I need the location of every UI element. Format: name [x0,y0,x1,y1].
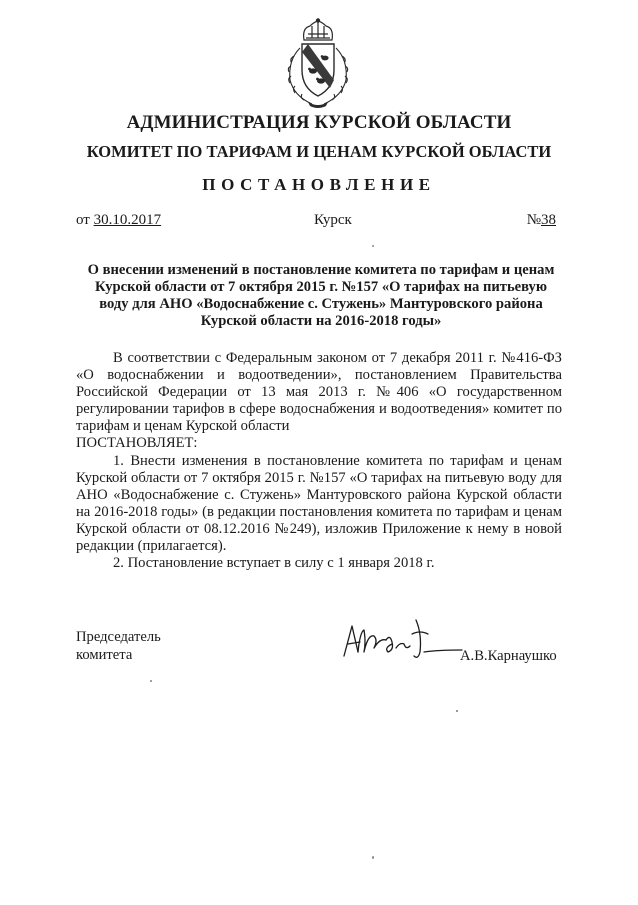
date-field [76,212,161,229]
document-body [76,350,562,572]
body-intro-paragraph: В соответствии с Федеральным законом от 7 декабря 2011 г. №416-ФЗ «О водоснабжении и водоотведении», постановлением Правительства Российской Федерации от 13 мая 2013 г. №406 «О государственном регулировании тарифов в сфере водоснабжения и водоотведения» комитет по тарифам и ценам Курской области [76,350,562,435]
date-prefix: от [76,212,94,228]
scan-speck [372,245,374,247]
document-meta-row [76,212,556,232]
signatory-position [76,628,161,664]
document-city: Курск [314,212,352,228]
title-line: О внесении изменений в постановление комитета по тарифам и ценам [87,262,555,278]
number-prefix: № [526,212,541,228]
scan-speck [372,856,374,859]
document-subject-title [66,262,576,330]
coat-of-arms-emblem [278,18,358,110]
organization-title: АДМИНИСТРАЦИЯ КУРСКОЙ ОБЛАСТИ [126,112,512,133]
title-line: Курской области от 7 октября 2015 г. №157 «О тарифах на питьевую [95,279,547,295]
handwritten-signature [334,612,464,668]
document-type-title: ПОСТАНОВЛЕНИЕ [202,175,436,194]
position-line-2: комитета [76,647,133,663]
number-field [527,212,556,229]
committee-title: КОМИТЕТ ПО ТАРИФАМ И ЦЕНАМ КУРСКОЙ ОБЛАСТИ [86,142,552,161]
title-line: воду для АНО «Водоснабжение с. Стужень» Мантуровского района [99,296,543,312]
body-item-1: 1. Внести изменения в постановление комитета по тарифам и ценам Курской области от 7 октября 2015 г. №157 «О тарифах на питьевую воду для АНО «Водоснабжение с. Стужень» Мантуровского района Курской области на 2016-2018 годы» (в редакции постановления комитета по тарифам и ценам Курской области от 08.12.2016 №249), изложив Приложение к нему в новой редакции (прилагается). [76,452,562,555]
scan-speck [456,710,458,712]
position-line-1: Председатель [76,629,161,645]
signatory-name: А.В.Карнаушко [460,648,557,664]
title-line: Курской области на 2016-2018 годы» [200,313,442,329]
document-number: 38 [541,212,556,228]
document-date: 30.10.2017 [93,212,162,228]
body-item-2: 2. Постановление вступает в силу с 1 января 2018 г. [113,555,435,572]
resolves-heading: ПОСТАНОВЛЯЕТ: [76,435,198,452]
scan-speck [150,680,152,682]
